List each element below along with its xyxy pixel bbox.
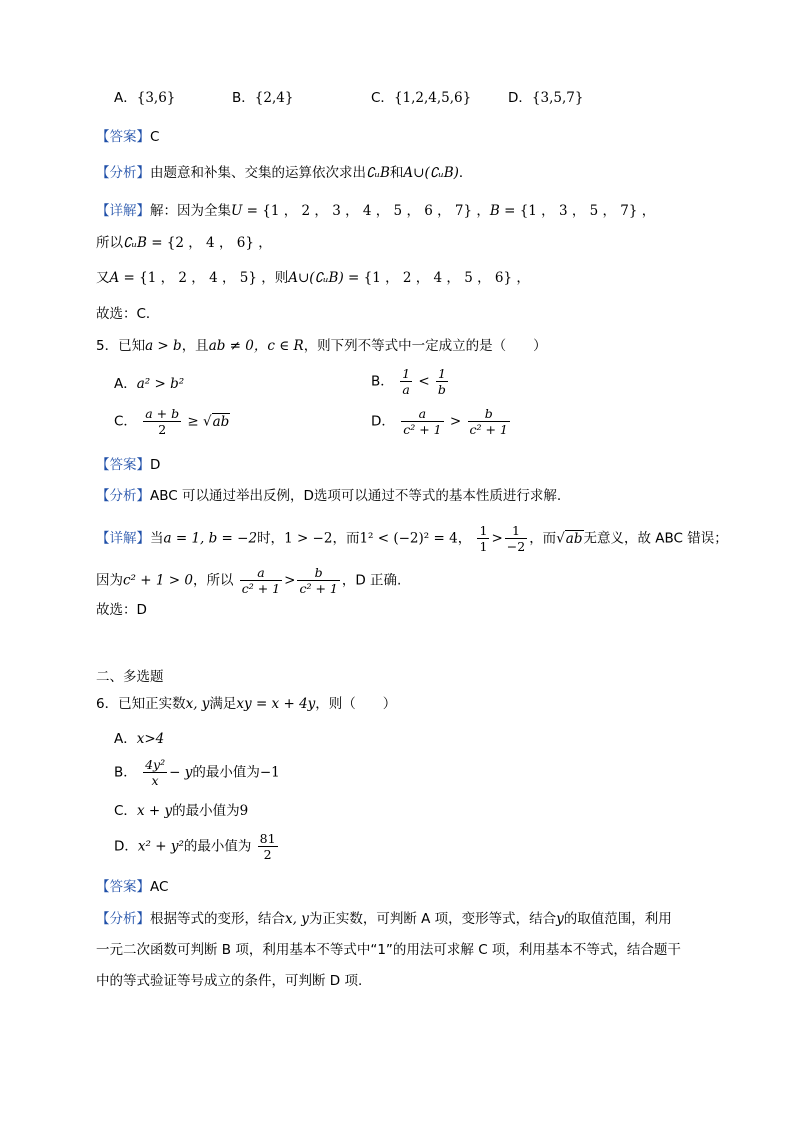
q4-choose: 故选：C．: [96, 306, 160, 322]
q6-answer: 【答案】AC: [96, 879, 169, 895]
q6-option-d: D．x² + y²的最小值为 $\frac{81}{2}$: [114, 831, 276, 862]
fraction-a-plus-b-over-2: $\frac{a + b}{2}$: [145, 406, 180, 437]
q6-option-a: A．x>4: [114, 731, 165, 747]
q5-detail-2: 因为c² + 1 > 0，所以 $\frac{a}{\text{c² + 1}}$ > $\frac{b}{\text{c² + 1}}$ ，D 正确.: [96, 565, 402, 596]
fraction-1-over-a: $\frac{1}{a}$: [402, 366, 411, 397]
q5-analysis: 【分析】ABC 可以通过举出反例，D选项可以通过不等式的基本性质进行求解.: [96, 488, 562, 504]
q4-detail-1: 【详解】解：因为全集U = {1 ， 2 ， 3 ， 4 ， 5 ， 6 ， 7} ，B = {1 ， 3 ， 5 ， 7} ，: [96, 203, 656, 219]
fraction-a-over-c2p1: $\frac{a}{\text{c² + 1}}$: [403, 406, 442, 437]
q4-detail-2: 所以∁ᵤB = {2 ， 4 ， 6} ，: [96, 235, 272, 251]
q5-detail-1: 【详解】当a = 1, b = −2时，1 > −2，而1² < (−2)² = 4， $\frac{1}{1}$ > $\frac{1}{-2}$ ，而√ab无意义，故 ABC 错误；: [96, 523, 728, 554]
sqrt-sign: √: [556, 530, 565, 547]
fraction-1-over-b: $\frac{1}{b}$: [437, 366, 446, 397]
q4-option-b: B．{2,4}: [232, 90, 294, 106]
q4-analysis: 【分析】由题意和补集、交集的运算依次求出∁ᵤB和A∪(∁ᵤB)．: [96, 165, 473, 181]
q5-option-d: D． $\frac{a}{\text{c² + 1}}$ > $\frac{b}{\text{c² + 1}}$: [371, 406, 508, 437]
q5-choose: 故选：D: [96, 602, 147, 618]
q4-option-c: C．{1,2,4,5,6}: [371, 90, 472, 106]
q6-analysis-1: 【分析】根据等式的变形，结合x, y为正实数，可判断 A 项，变形等式，结合y的取值范围，利用: [96, 911, 672, 927]
q6-option-b: B． $\frac{\text{4y²}}{x}$ − y的最小值为−1: [114, 757, 280, 788]
fraction-a-over-c2p1: $\frac{a}{\text{c² + 1}}$: [241, 565, 281, 596]
q5-answer: 【答案】D: [96, 457, 161, 473]
q6-analysis-3: 中的等式验证等号成立的条件，可判断 D 项.: [96, 973, 363, 989]
q5-stem: 5．已知a > b，且ab ≠ 0，c ∈ R，则下列不等式中一定成立的是（ ）: [96, 338, 547, 354]
fraction-4y2-over-x: $\frac{\text{4y²}}{x}$: [145, 757, 166, 788]
q5-option-c: C． $\frac{a + b}{2}$ ≥ √ab: [114, 406, 230, 437]
fraction-b-over-c2p1: $\frac{b}{\text{c² + 1}}$: [469, 406, 508, 437]
q4-detail-3: 又A = {1 ， 2 ， 4 ， 5} ，则A∪(∁ᵤB) = {1 ， 2 ， 4 ， 5 ， 6} ，: [96, 270, 530, 286]
q4-answer: 【答案】C: [96, 129, 160, 145]
q6-stem: 6．已知正实数x, y满足xy = x + 4y，则（ ）: [96, 696, 397, 712]
q4-option-d: D．{3,5,7}: [508, 90, 584, 106]
q4-option-a: A．{3,6}: [114, 90, 176, 106]
q5-option-a: A．a² > b²: [114, 376, 185, 392]
sqrt-sign: √: [203, 413, 212, 430]
fraction-81-over-2: $\frac{81}{2}$: [259, 831, 276, 862]
section-title: 二、多选题: [96, 669, 164, 685]
q6-option-c: C．x + y的最小值为9: [114, 803, 249, 819]
q5-option-b: B． $\frac{1}{a}$ < $\frac{1}{b}$: [371, 366, 446, 397]
fraction-1-over-1: $\frac{1}{1}$: [479, 523, 488, 554]
q6-analysis-2: 一元二次函数可判断 B 项，利用基本不等式中“1”的用法可求解 C 项，利用基本不等式，结合题干: [96, 942, 681, 958]
fraction-b-over-c2p1: $\frac{b}{\text{c² + 1}}$: [299, 565, 338, 596]
fraction-1-over-neg2: $\frac{1}{-2}$: [506, 523, 526, 554]
